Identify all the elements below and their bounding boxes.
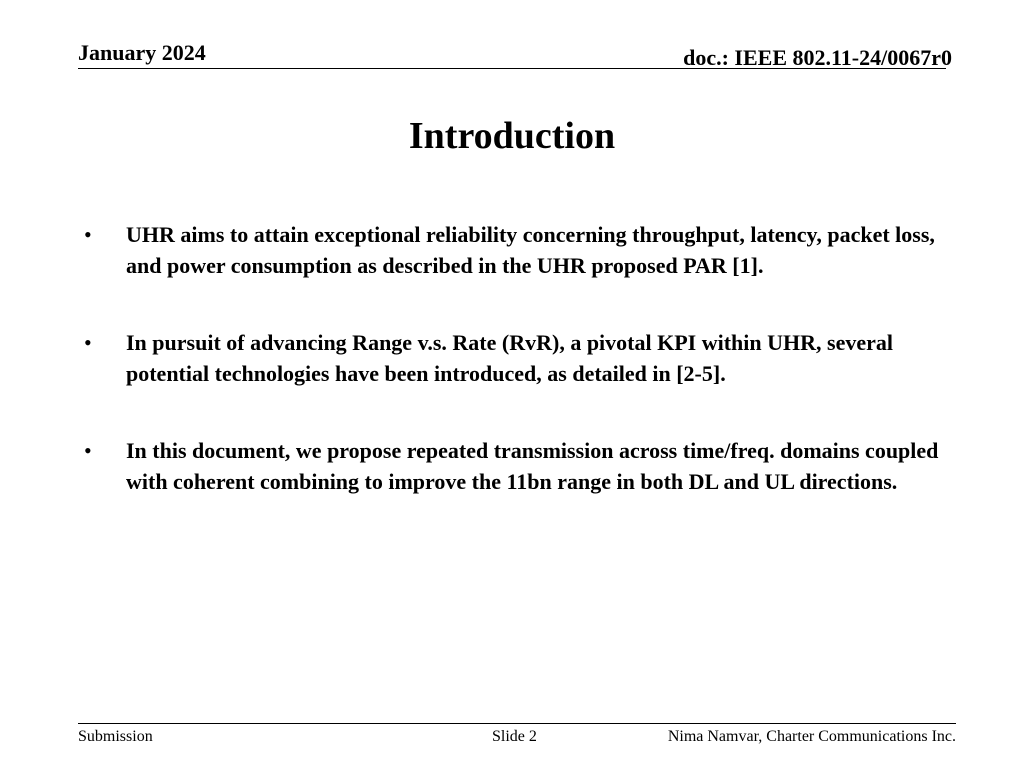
bullet-item bbox=[84, 327, 954, 389]
bullet-icon: • bbox=[84, 438, 92, 463]
footer-author: Nima Namvar, Charter Communications Inc. bbox=[667, 728, 956, 745]
slide-title: Introduction bbox=[408, 115, 616, 157]
bullet-icon: • bbox=[84, 222, 92, 247]
bullet-icon: • bbox=[84, 330, 92, 355]
footer-divider bbox=[78, 723, 956, 724]
bullet-item bbox=[84, 435, 954, 497]
footer-slide-number: Slide 2 bbox=[492, 728, 537, 745]
header-doc-id: doc.: IEEE 802.11-24/0067r0 bbox=[683, 45, 952, 70]
bullet-text: UHR aims to attain exceptional reliability concerning throughput, latency, packet loss, and power consumption as described in the UHR proposed PAR [1]. bbox=[126, 222, 935, 278]
bullet-text: In pursuit of advancing Range v.s. Rate (RvR), a pivotal KPI within UHR, several potential technologies have been introduced, as detailed in [2-5]. bbox=[126, 330, 893, 386]
header-date: January 2024 bbox=[78, 40, 206, 65]
bullet-list bbox=[84, 219, 954, 497]
header-divider bbox=[78, 68, 946, 69]
bullet-text: In this document, we propose repeated transmission across time/freq. domains coupled with coherent combining to improve the 11bn range in both DL and UL directions. bbox=[126, 438, 939, 494]
bullet-item bbox=[84, 219, 954, 281]
footer-submission: Submission bbox=[78, 728, 153, 745]
